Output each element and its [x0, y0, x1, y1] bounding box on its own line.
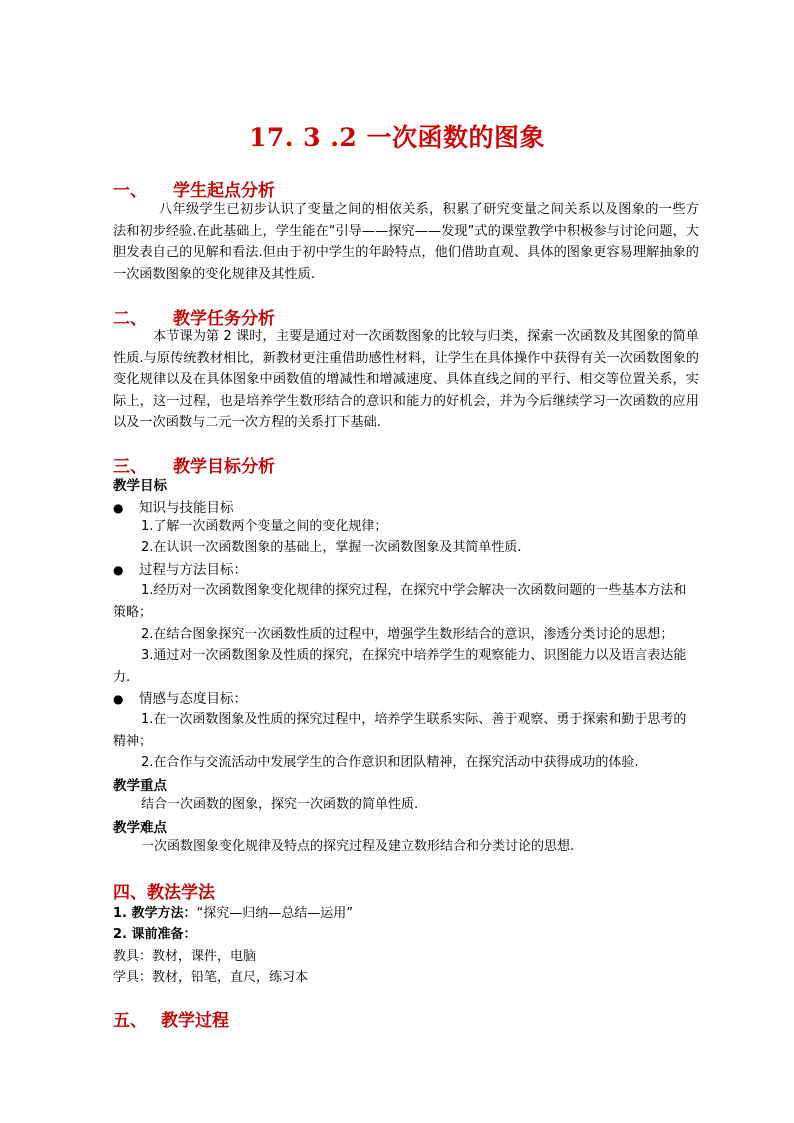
key-points-text: 结合一次函数的图象，探究一次函数的简单性质.	[141, 797, 419, 812]
key-points-label: 教学重点	[113, 778, 167, 794]
teacher-tools: 教具：教材，课件，电脑	[113, 949, 257, 964]
section-1-paragraph: 八年级学生已初步认识了变量之间的相依关系，积累了研究变量之间关系以及图象的一些方法和初步经验.在此基础上，学生能在“引导——探究——发现”式的课堂教学中积极参与讨论问题，大胆发表自己的见解和看法.但由于初中学生的年龄特点，他们借助直观、具体的图象更容易理解抽象的一次函数图象的变化规律及其性质.	[113, 202, 699, 282]
goal-item: 2.在合作与交流活动中发展学生的合作意识和团队精神，在探究活动中获得成功的体验.	[141, 755, 639, 770]
section-heading-1	[113, 176, 275, 201]
teaching-method-text: “探究—归纳—总结—运用”	[196, 906, 353, 921]
teaching-goals-label: 教学目标	[113, 478, 167, 494]
teaching-method-line	[113, 902, 353, 921]
goal-item: 1.了解一次函数两个变量之间的变化规律；	[141, 519, 388, 534]
page-title: 17. 3 .2 一次函数的图象	[248, 123, 546, 152]
goal-item: 3.通过对一次函数图象及性质的探究，在探究中培养学生的观察能力、识图能力以及语言表达能力.	[113, 648, 687, 685]
section-number: 三、	[113, 457, 147, 477]
bullet-dot-icon: ●	[113, 501, 124, 515]
difficult-points-text: 一次函数图象变化规律及特点的探究过程及建立数形结合和分类讨论的思想.	[141, 839, 575, 854]
preparation-label: 2. 课前准备：	[113, 927, 197, 942]
section-title: 教学任务分析	[173, 309, 275, 329]
section-heading-4: 四、教法学法	[113, 883, 215, 903]
section-number: 二、	[113, 309, 147, 329]
bullet-label: 情感与态度目标：	[139, 691, 247, 707]
student-tools: 学具：教材，铅笔，直尺，练习本	[113, 970, 309, 985]
bullet-dot-icon: ●	[113, 563, 124, 577]
bullet-label: 知识与技能目标	[139, 500, 234, 516]
bullet-knowledge-skills	[113, 496, 234, 516]
section-number: 一、	[113, 181, 147, 201]
bullet-emotion-attitude	[113, 687, 247, 707]
goal-item: 1.在一次函数图象及性质的探究过程中，培养学生联系实际、善于观察、勇于探索和勤于思考的精神；	[113, 712, 687, 749]
goal-item: 1.经历对一次函数图象变化规律的探究过程，在探究中学会解决一次函数问题的一些基本方法和策略；	[113, 583, 687, 620]
goal-item: 2.在认识一次函数图象的基础上，掌握一次函数图象及其简单性质.	[141, 540, 522, 555]
section-title: 教学过程	[161, 1011, 229, 1031]
section-heading-5	[113, 1006, 229, 1031]
goal-item: 2.在结合图象探究一次函数性质的过程中，增强学生数形结合的意识，渗透分类讨论的思想；	[141, 627, 674, 642]
preparation-line	[113, 923, 197, 942]
section-title: 教学目标分析	[173, 457, 275, 477]
bullet-process-methods	[113, 558, 247, 578]
section-number: 五、	[113, 1011, 147, 1031]
difficult-points-label: 教学难点	[113, 820, 167, 836]
bullet-dot-icon: ●	[113, 692, 124, 706]
bullet-label: 过程与方法目标：	[139, 562, 247, 578]
section-title: 学生起点分析	[173, 181, 275, 201]
section-2-paragraph: 本节课为第 2 课时，主要是通过对一次函数图象的比较与归类，探索一次函数及其图象的简单性质.与原传统教材相比，新教材更注重借助感性材料，让学生在具体操作中获得有关一次函数图象的变化规律以及在具体图象中函数值的增减性和增减速度、具体直线之间的平行、相交等位置关系，实际上，这一过程，也是培养学生数形结合的意识和能力的好机会，并为今后继续学习一次函数的应用以及一次函数与二元一次方程的关系打下基础.	[113, 329, 699, 430]
teaching-method-label: 1. 教学方法：	[113, 906, 197, 921]
